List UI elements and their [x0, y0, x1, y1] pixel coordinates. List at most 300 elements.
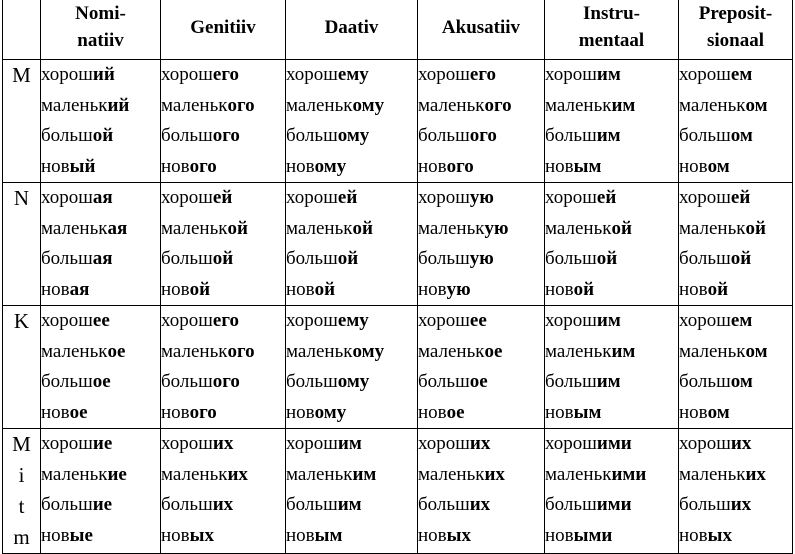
- word-form: [418, 306, 544, 337]
- word-form: [418, 460, 544, 491]
- word-form: [679, 521, 792, 552]
- declension-table: [2, 0, 793, 554]
- word-ending: ой: [573, 278, 595, 300]
- word-form: [679, 398, 792, 429]
- word-form: [161, 214, 285, 245]
- word-stem: нов: [679, 401, 708, 423]
- word-ending: ом: [745, 94, 768, 116]
- header-accusative: Akusatiiv: [418, 0, 545, 60]
- word-ending: ого: [189, 155, 217, 177]
- word-form: [418, 490, 544, 521]
- word-ending: ое: [484, 340, 503, 362]
- word-stem: больш: [161, 248, 213, 269]
- word-ending: им: [337, 433, 362, 454]
- word-form: [545, 490, 678, 521]
- word-form: [161, 91, 285, 122]
- word-stem: хорош: [41, 433, 93, 454]
- word-ending: ое: [69, 401, 88, 423]
- word-form: [545, 275, 678, 306]
- word-form: [286, 275, 417, 306]
- word-form: [679, 429, 792, 460]
- word-stem: нов: [286, 155, 315, 177]
- word-ending: ую: [469, 248, 494, 269]
- word-stem: маленьк: [161, 217, 228, 239]
- word-stem: больш: [41, 248, 93, 269]
- word-stem: маленьк: [286, 94, 353, 116]
- word-ending: их: [212, 494, 234, 515]
- word-form: [41, 60, 160, 91]
- word-form: [679, 460, 792, 491]
- word-stem: маленьк: [679, 94, 746, 116]
- word-stem: хорош: [41, 64, 93, 85]
- word-ending: ым: [573, 155, 602, 177]
- word-ending: ой: [92, 125, 114, 146]
- table-cell: [545, 306, 679, 429]
- table-cell: [679, 60, 793, 183]
- word-stem: маленьк: [418, 463, 485, 485]
- word-stem: хорош: [418, 433, 470, 454]
- word-form: [41, 367, 160, 398]
- word-stem: маленьк: [161, 463, 228, 485]
- word-ending: ой: [212, 248, 234, 269]
- word-stem: маленьк: [545, 463, 612, 485]
- word-form: [418, 60, 544, 91]
- word-stem: маленьк: [679, 463, 746, 485]
- word-ending: ими: [596, 433, 632, 454]
- word-form: [679, 490, 792, 521]
- word-ending: ых: [446, 524, 471, 546]
- word-form: [679, 91, 792, 122]
- word-stem: нов: [418, 278, 447, 300]
- word-stem: маленьк: [161, 94, 228, 116]
- word-ending: ому: [337, 371, 370, 392]
- word-stem: нов: [286, 278, 315, 300]
- word-form: [418, 337, 544, 368]
- word-form: [679, 60, 792, 91]
- word-stem: больш: [679, 125, 731, 146]
- word-stem: хорош: [418, 64, 470, 85]
- word-ending: ий: [92, 64, 115, 85]
- word-stem: нов: [418, 155, 447, 177]
- word-ending: ей: [212, 187, 233, 208]
- word-form: [418, 429, 544, 460]
- word-ending: ыми: [573, 524, 613, 546]
- word-ending: ым: [314, 524, 343, 546]
- word-ending: его: [212, 310, 240, 331]
- word-ending: ое: [92, 371, 111, 392]
- word-ending: ем: [730, 64, 753, 85]
- table-cell: [161, 429, 286, 554]
- word-ending: ими: [596, 494, 632, 515]
- word-stem: маленьк: [679, 217, 746, 239]
- word-ending: ую: [469, 187, 494, 208]
- word-stem: хорош: [679, 433, 731, 454]
- word-stem: больш: [161, 494, 213, 515]
- word-ending: их: [730, 494, 752, 515]
- word-ending: ом: [707, 155, 730, 177]
- word-form: [286, 121, 417, 152]
- word-stem: больш: [41, 494, 93, 515]
- word-ending: ое: [469, 371, 488, 392]
- word-form: [679, 337, 792, 368]
- word-form: [545, 214, 678, 245]
- word-form: [161, 275, 285, 306]
- word-form: [161, 521, 285, 552]
- word-form: [286, 521, 417, 552]
- word-form: [679, 306, 792, 337]
- word-ending: ого: [446, 155, 474, 177]
- word-form: [286, 367, 417, 398]
- word-form: [418, 275, 544, 306]
- word-ending: ей: [730, 187, 751, 208]
- word-ending: ому: [314, 401, 347, 423]
- word-ending: их: [484, 463, 505, 485]
- word-stem: больш: [679, 494, 731, 515]
- word-stem: нов: [679, 155, 708, 177]
- word-form: [41, 121, 160, 152]
- word-form: [545, 152, 678, 183]
- word-stem: больш: [545, 371, 597, 392]
- word-stem: нов: [545, 278, 574, 300]
- word-form: [545, 460, 678, 491]
- word-stem: хорош: [161, 433, 213, 454]
- table-cell: [679, 183, 793, 306]
- word-ending: ие: [92, 494, 113, 515]
- table-cell: [286, 60, 418, 183]
- word-ending: ых: [189, 524, 214, 546]
- word-stem: больш: [545, 248, 597, 269]
- table-cell: [545, 183, 679, 306]
- word-ending: их: [212, 433, 234, 454]
- gender-letter: t: [18, 494, 25, 518]
- word-ending: ому: [352, 340, 385, 362]
- word-stem: маленьк: [545, 94, 612, 116]
- word-form: [418, 244, 544, 275]
- word-form: [41, 429, 160, 460]
- word-form: [286, 244, 417, 275]
- word-stem: хорош: [679, 187, 731, 208]
- word-stem: маленьк: [161, 340, 228, 362]
- table-cell: [161, 183, 286, 306]
- word-stem: нов: [161, 278, 190, 300]
- gender-label: [3, 60, 41, 183]
- gender-label: [3, 306, 41, 429]
- word-stem: хорош: [679, 310, 731, 331]
- word-ending: ые: [69, 524, 93, 546]
- table-cell: [41, 183, 161, 306]
- word-stem: хорош: [41, 310, 93, 331]
- word-ending: ый: [69, 155, 96, 177]
- word-stem: больш: [418, 371, 470, 392]
- word-form: [161, 490, 285, 521]
- word-ending: им: [337, 494, 362, 515]
- table-cell: [161, 306, 286, 429]
- word-form: [161, 398, 285, 429]
- word-form: [161, 337, 285, 368]
- word-ending: ого: [469, 125, 497, 146]
- header-row: [3, 0, 793, 60]
- word-stem: хорош: [161, 187, 213, 208]
- word-ending: ие: [92, 433, 113, 454]
- word-ending: ому: [337, 125, 370, 146]
- word-ending: ом: [707, 401, 730, 423]
- word-ending: ой: [611, 217, 632, 239]
- word-ending: ой: [745, 217, 766, 239]
- gender-letter: N: [13, 186, 30, 210]
- word-ending: ая: [92, 187, 113, 208]
- word-ending: ую: [484, 217, 509, 239]
- word-stem: больш: [286, 125, 338, 146]
- word-stem: хорош: [41, 187, 93, 208]
- table-cell: [679, 429, 793, 554]
- word-form: [418, 91, 544, 122]
- word-form: [286, 91, 417, 122]
- word-form: [679, 121, 792, 152]
- word-ending: ему: [337, 310, 369, 331]
- word-ending: ем: [730, 310, 753, 331]
- word-stem: нов: [161, 401, 190, 423]
- word-stem: маленьк: [545, 340, 612, 362]
- table-cell: [418, 60, 545, 183]
- word-form: [545, 121, 678, 152]
- word-stem: хорош: [545, 64, 597, 85]
- word-ending: ей: [596, 187, 617, 208]
- word-ending: ой: [227, 217, 248, 239]
- table-cell: [41, 60, 161, 183]
- word-form: [418, 367, 544, 398]
- word-ending: ую: [446, 278, 471, 300]
- table-cell: [286, 183, 418, 306]
- word-ending: им: [596, 310, 621, 331]
- word-form: [41, 91, 160, 122]
- word-form: [161, 244, 285, 275]
- table-cell: [545, 60, 679, 183]
- word-ending: ого: [212, 371, 240, 392]
- word-stem: хорош: [286, 64, 338, 85]
- word-ending: ом: [730, 371, 753, 392]
- word-ending: ему: [337, 64, 369, 85]
- word-stem: хорош: [545, 433, 597, 454]
- word-ending: ом: [730, 125, 753, 146]
- table-cell: [161, 60, 286, 183]
- word-form: [545, 367, 678, 398]
- word-stem: больш: [545, 494, 597, 515]
- table-cell: [418, 306, 545, 429]
- word-stem: нов: [41, 155, 70, 177]
- word-form: [679, 244, 792, 275]
- word-stem: больш: [161, 125, 213, 146]
- word-ending: ой: [596, 248, 618, 269]
- word-ending: их: [730, 433, 752, 454]
- word-form: [545, 244, 678, 275]
- word-ending: ого: [227, 340, 255, 362]
- word-form: [161, 183, 285, 214]
- word-ending: ого: [227, 94, 255, 116]
- word-ending: им: [596, 371, 621, 392]
- word-ending: их: [227, 463, 248, 485]
- gender-letter: M: [12, 432, 31, 456]
- table-cell: [418, 429, 545, 554]
- word-form: [41, 521, 160, 552]
- word-stem: больш: [41, 125, 93, 146]
- word-stem: больш: [418, 494, 470, 515]
- gender-label: [3, 429, 41, 554]
- word-form: [41, 183, 160, 214]
- word-ending: ого: [484, 94, 512, 116]
- word-ending: ее: [469, 310, 487, 331]
- word-form: [286, 490, 417, 521]
- word-ending: ое: [446, 401, 465, 423]
- gender-letter: K: [13, 309, 30, 333]
- word-form: [41, 275, 160, 306]
- word-form: [41, 214, 160, 245]
- word-form: [161, 306, 285, 337]
- word-form: [286, 460, 417, 491]
- word-stem: маленьк: [41, 463, 108, 485]
- word-stem: нов: [286, 524, 315, 546]
- word-form: [286, 398, 417, 429]
- gender-label: [3, 183, 41, 306]
- word-stem: нов: [545, 524, 574, 546]
- word-stem: больш: [418, 248, 470, 269]
- word-stem: хорош: [545, 187, 597, 208]
- header-prepositional: Preposit- sionaal: [679, 0, 793, 60]
- table-cell: [41, 306, 161, 429]
- word-form: [545, 306, 678, 337]
- word-stem: больш: [286, 248, 338, 269]
- word-ending: ая: [107, 217, 128, 239]
- word-form: [679, 367, 792, 398]
- word-ending: ее: [92, 310, 110, 331]
- word-stem: больш: [161, 371, 213, 392]
- word-ending: ие: [107, 463, 127, 485]
- word-stem: маленьк: [679, 340, 746, 362]
- table-row-masculine: [3, 60, 793, 183]
- word-ending: им: [611, 94, 636, 116]
- word-stem: нов: [418, 524, 447, 546]
- header-instrumental: Instru- mentaal: [545, 0, 679, 60]
- word-stem: нов: [286, 401, 315, 423]
- word-stem: маленьк: [545, 217, 612, 239]
- word-ending: ым: [573, 401, 602, 423]
- word-form: [161, 121, 285, 152]
- table-row-feminine: [3, 306, 793, 429]
- word-stem: хорош: [545, 310, 597, 331]
- word-ending: ой: [314, 278, 336, 300]
- word-stem: хорош: [286, 187, 338, 208]
- word-form: [418, 152, 544, 183]
- word-stem: больш: [286, 494, 338, 515]
- word-ending: ой: [730, 248, 752, 269]
- word-ending: ое: [107, 340, 126, 362]
- word-ending: их: [469, 433, 491, 454]
- word-stem: хорош: [161, 64, 213, 85]
- word-stem: нов: [418, 401, 447, 423]
- word-stem: хорош: [286, 310, 338, 331]
- word-ending: ой: [337, 248, 359, 269]
- word-stem: хорош: [418, 187, 470, 208]
- word-form: [545, 60, 678, 91]
- word-stem: маленьк: [41, 94, 108, 116]
- word-stem: больш: [679, 248, 731, 269]
- word-stem: нов: [161, 524, 190, 546]
- header-dative: Daativ: [286, 0, 418, 60]
- header-corner: [3, 0, 41, 60]
- table-cell: [286, 429, 418, 554]
- word-form: [286, 429, 417, 460]
- word-stem: нов: [545, 155, 574, 177]
- word-stem: нов: [41, 278, 70, 300]
- word-form: [41, 244, 160, 275]
- word-form: [286, 306, 417, 337]
- word-form: [41, 152, 160, 183]
- word-form: [41, 337, 160, 368]
- word-form: [679, 214, 792, 245]
- word-form: [286, 183, 417, 214]
- word-stem: хорош: [418, 310, 470, 331]
- word-stem: нов: [679, 278, 708, 300]
- word-form: [679, 152, 792, 183]
- word-ending: им: [352, 463, 377, 485]
- word-ending: ого: [189, 401, 217, 423]
- word-stem: больш: [41, 371, 93, 392]
- word-stem: маленьк: [418, 94, 485, 116]
- word-form: [679, 275, 792, 306]
- word-stem: больш: [286, 371, 338, 392]
- word-stem: больш: [545, 125, 597, 146]
- table-cell: [41, 429, 161, 554]
- word-stem: маленьк: [41, 217, 108, 239]
- word-form: [161, 152, 285, 183]
- word-form: [545, 183, 678, 214]
- word-stem: хорош: [679, 64, 731, 85]
- word-form: [286, 152, 417, 183]
- gender-letter: m: [13, 525, 30, 549]
- word-ending: ими: [611, 463, 647, 485]
- word-ending: ой: [189, 278, 211, 300]
- header-nominative: Nomi- natiiv: [41, 0, 161, 60]
- table-cell: [418, 183, 545, 306]
- word-form: [41, 398, 160, 429]
- word-stem: нов: [41, 524, 70, 546]
- word-stem: маленьк: [286, 217, 353, 239]
- word-form: [545, 398, 678, 429]
- word-stem: хорош: [286, 433, 338, 454]
- word-form: [679, 183, 792, 214]
- word-ending: их: [469, 494, 491, 515]
- word-form: [161, 60, 285, 91]
- header-genitive: Genitiiv: [161, 0, 286, 60]
- word-form: [545, 429, 678, 460]
- word-ending: ой: [352, 217, 373, 239]
- word-form: [418, 521, 544, 552]
- word-ending: ому: [314, 155, 347, 177]
- word-stem: нов: [161, 155, 190, 177]
- word-form: [161, 367, 285, 398]
- word-form: [418, 121, 544, 152]
- word-ending: его: [212, 64, 240, 85]
- word-ending: ей: [337, 187, 358, 208]
- word-ending: ом: [745, 340, 768, 362]
- word-ending: ому: [352, 94, 385, 116]
- word-form: [41, 460, 160, 491]
- word-form: [286, 214, 417, 245]
- word-form: [545, 91, 678, 122]
- word-form: [418, 214, 544, 245]
- word-form: [545, 521, 678, 552]
- word-form: [41, 490, 160, 521]
- word-form: [545, 337, 678, 368]
